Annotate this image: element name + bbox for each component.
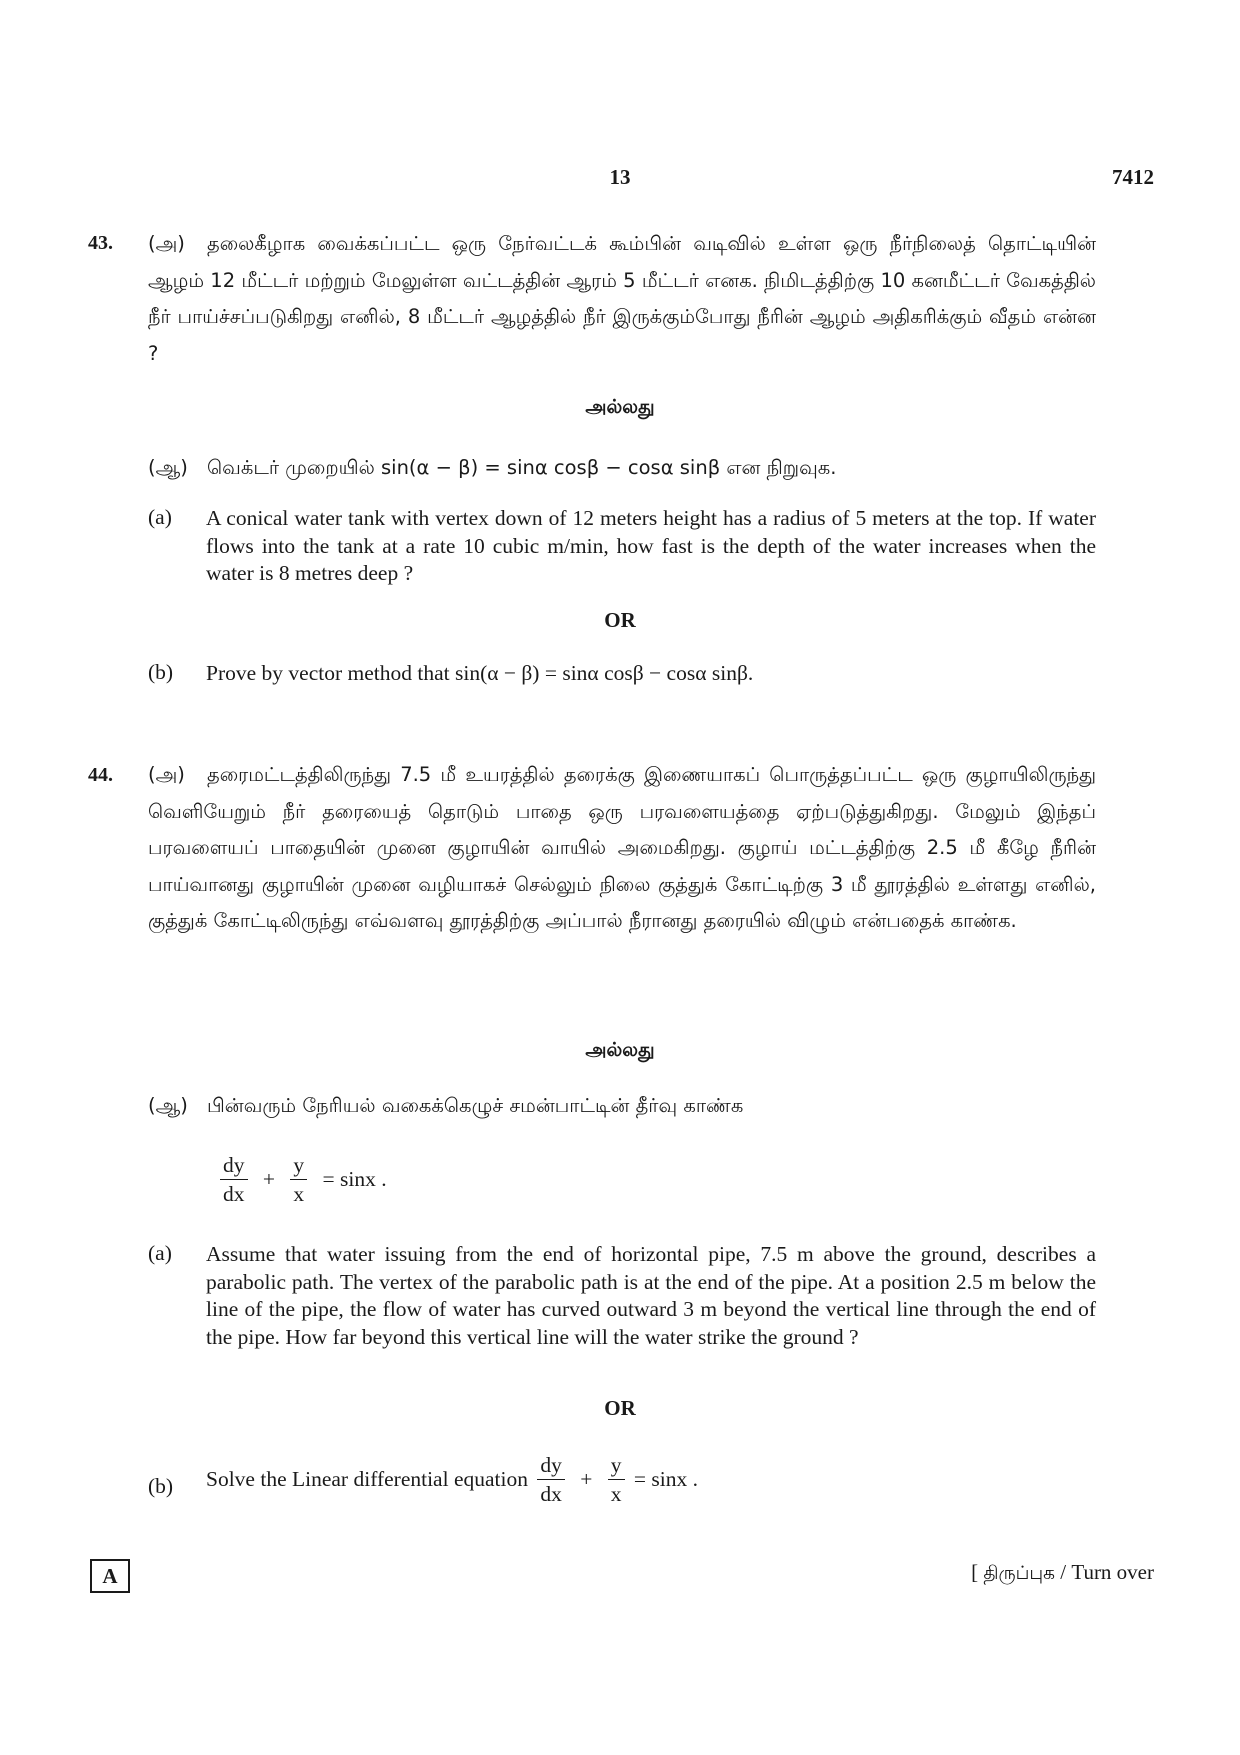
page-number: 13 [609,165,631,189]
plus-sign: + [580,1466,593,1491]
q43-b-text: Prove by vector method that sin(α − β) = sinα cosβ − cosα sinβ. [206,661,754,685]
q44-a-text: Assume that water issuing from the end of horizontal pipe, 7.5 m above the ground, describes a parabolic path. The vertex of the parabolic path is at the end of the pipe. At a position 2.5 m below the line of the pipe, the flow of water has curved outward 3 m beyond the vertical line through the end of the pipe. How far beyond this vertical line will the water strike the ground ? [206,1242,1096,1349]
turn-over-bracket: [ [971,1560,979,1584]
fraction-y-x [290,1152,307,1207]
q43-tamil-b-marker: (ஆ) [148,456,188,479]
q43-tamil-a-text: தலைகீழாக வைக்கப்பட்ட ஒரு நேர்வட்டக் கூம்பின் வடிவில் உள்ள ஒரு நீர்நிலைத் தொட்டியின் ஆழம் 12 மீட்டர் மற்றும் மேலுள்ள வட்டத்தின் ஆரம் 5 மீட்டர் எனக. நிமிடத்திற்கு 10 கனமீட்டர் வேகத்தில் நீர் பாய்ச்சப்படுகிறது எனில், 8 மீட்டர் ஆழத்தில் நீர் இருக்கும்போது நீரின் ஆழம் அதிகரிக்கும் வீதம் என்ன ? [148,232,1096,365]
q44-a-label: (a) [148,1241,172,1265]
q44-tamil-a-text: தரைமட்டத்திலிருந்து 7.5 மீ உயரத்தில் தரைக்கு இணையாகப் பொருத்தப்பட்ட ஒரு குழாயிலிருந்து வெளியேறும் நீர் தரையைத் தொடும் பாதை ஒரு பரவளையத்தை ஏற்படுத்துகிறது. மேலும் இந்தப் பரவளையப் பாதையின் முனை குழாயின் வாயில் அமைகிறது. குழாய் மட்டத்திற்கு 2.5 மீ கீழே நீரின் பாய்வானது குழாயின் முனை வழியாகச் செல்லும் நிலை குத்துக் கோட்டிற்கு 3 மீ தூரத்தில் உள்ளது எனில், குத்துக் கோட்டிலிருந்து எவ்வளவு தூரத்திற்கு அப்பால் நீரானது தரையில் விழும் என்பதைக் காண்க. [148,763,1096,932]
turn-over-english: / Turn over [1060,1560,1154,1584]
q44-tamil-equation [216,1152,393,1207]
q43-or-tamil: அல்லது [585,396,655,418]
paper-code: 7412 [1112,165,1154,189]
q43-or-english: OR [604,608,636,632]
question-43-number: 43. [88,232,113,254]
q43-tamil-a-marker: (அ) [148,232,185,255]
question-44-tamil-b [148,1088,1096,1125]
q43-tamil-b-text: வெக்டர் முறையில் sin(α − β) = sinα cosβ − cosα sinβ என நிறுவுக. [207,456,837,479]
fraction-numerator: dy [220,1152,248,1180]
set-label-box: A [90,1559,130,1593]
q44-tamil-b-marker: (ஆ) [148,1094,188,1117]
question-43-tamil-a [148,226,1096,372]
fraction-denominator: dx [540,1482,562,1506]
question-43-tamil-b [148,450,1096,487]
fraction-numerator: y [608,1452,625,1480]
question-44-tamil-a [148,757,1096,940]
q44-tamil-a-marker: (அ) [148,763,185,786]
equation-rhs: = sinx . [633,1466,698,1491]
q44-b-text: Solve the Linear differential equation [206,1466,528,1491]
q43-a-label: (a) [148,505,172,529]
fraction-y-x [608,1452,625,1507]
q44-or-tamil: அல்லது [585,1039,655,1061]
fraction-denominator: x [610,1482,622,1506]
turn-over-note [971,1560,1154,1586]
fraction-numerator: y [290,1152,307,1180]
question-44-number: 44. [88,764,113,786]
plus-sign: + [262,1167,276,1191]
q44-or-english: OR [604,1396,636,1420]
fraction-dy-dx [537,1452,565,1507]
fraction-dy-dx [220,1152,248,1207]
q44-b-row [206,1452,698,1507]
equation-rhs: = sinx . [322,1167,387,1191]
q44-tamil-b-text: பின்வரும் நேரியல் வகைக்கெழுச் சமன்பாட்டின் தீர்வு காண்க [207,1094,744,1117]
q43-a-text: A conical water tank with vertex down of 12 meters height has a radius of 5 meters at the top. If water flows into the tank at a rate 10 cubic m/min, how fast is the depth of the water increases when the water is 8 metres deep ? [206,506,1096,585]
fraction-denominator: x [293,1182,305,1206]
turn-over-tamil: திருப்புக [983,1563,1056,1584]
fraction-denominator: dx [223,1182,245,1206]
fraction-numerator: dy [537,1452,565,1480]
q43-b-label: (b) [148,660,174,684]
q44-b-label: (b) [148,1474,174,1498]
